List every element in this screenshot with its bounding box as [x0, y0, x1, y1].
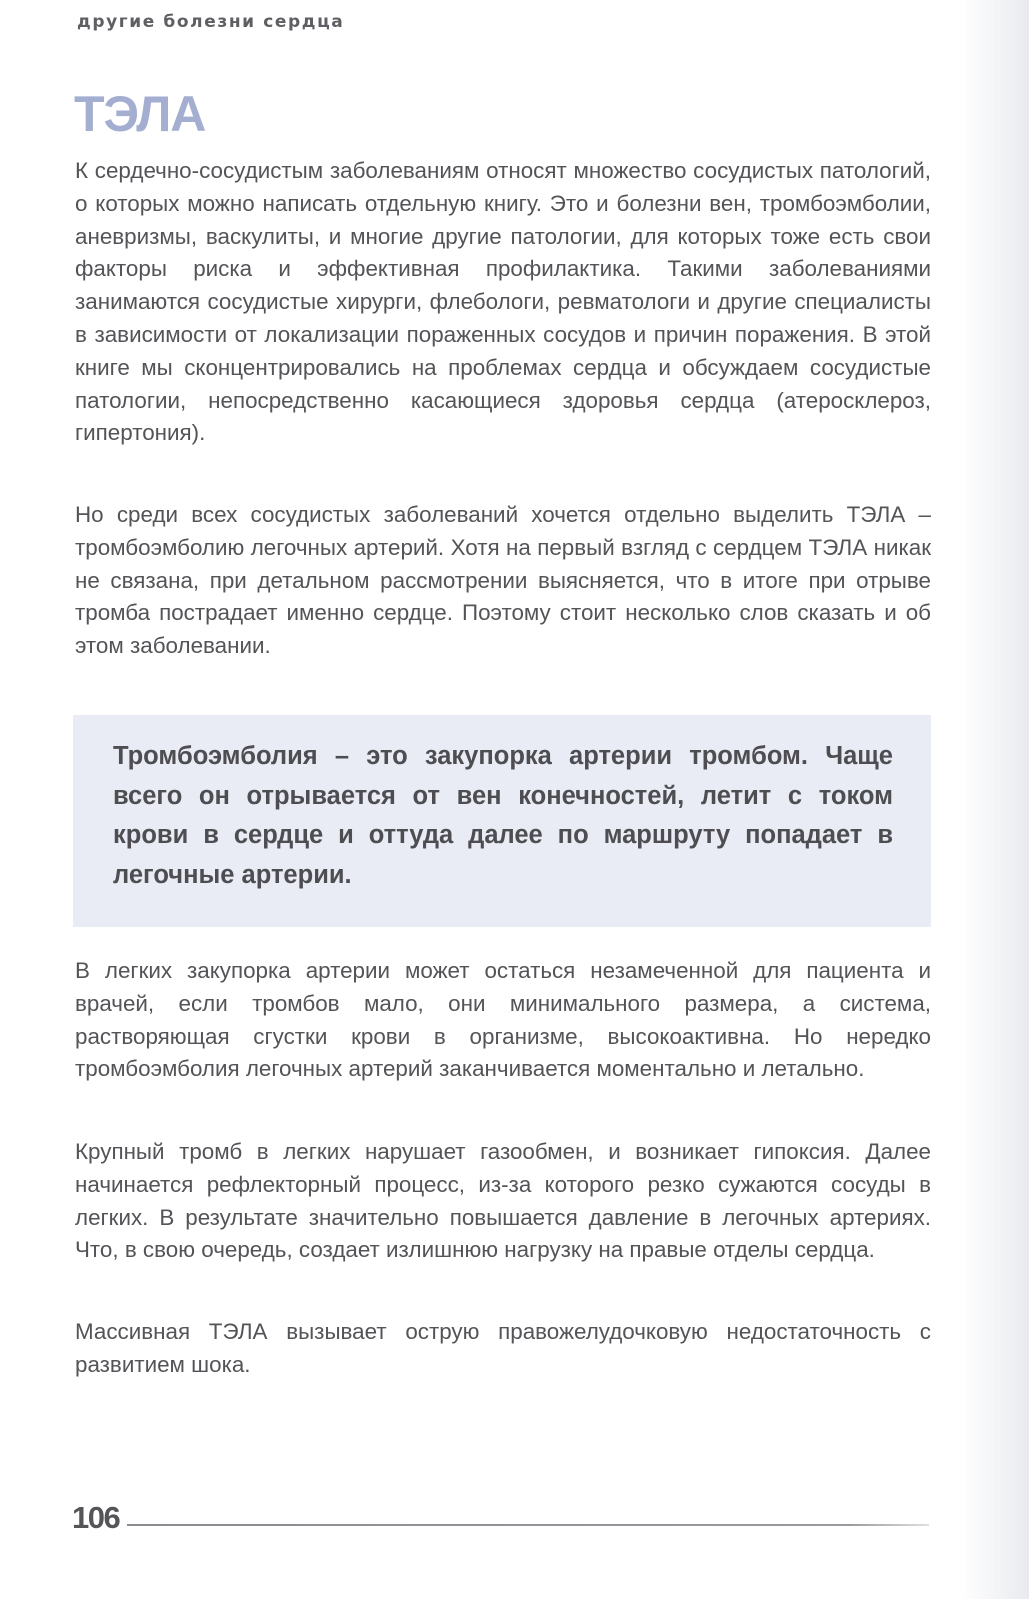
section-title: ТЭЛА	[74, 86, 206, 142]
callout-box	[73, 715, 931, 927]
page-edge-shadow	[959, 0, 1029, 1599]
page-number: 106	[72, 1500, 120, 1535]
running-head: другие болезни сердца	[77, 12, 345, 32]
paragraph-2: Но среди всех сосудистых заболеваний хочется отдельно выделить ТЭЛА – тромбоэмболию легочных артерий. Хотя на первый взгляд с сердцем ТЭЛА никак не связана, при детальном рассмотрении выясняется, что в итоге при отрыве тромба пострадает именно сердце. Поэтому стоит несколько слов сказать и об этом заболевании.	[75, 502, 931, 659]
paragraph-4: Крупный тромб в легких нарушает газообмен, и возникает гипоксия. Далее начинается рефлекторный процесс, из-за которого резко сужаются сосуды в легких. В результате значительно повышается давление в легочных артериях. Что, в свою очередь, создает излишнюю нагрузку на правые отделы сердца.	[75, 1139, 931, 1263]
paragraph-3: В легких закупорка артерии может остаться незамеченной для пациента и врачей, если тромбов мало, они минимального размера, а система, растворяющая сгустки крови в организме, высокоактивна. Но нередко тромбоэмболия легочных артерий заканчивается моментально и летально.	[75, 958, 931, 1082]
paragraph-5: Массивная ТЭЛА вызывает острую правожелудочковую недостаточность с развитием шока.	[75, 1319, 931, 1377]
paragraph-1: К сердечно-сосудистым заболеваниям относят множество сосудистых патологий, о которых можно написать отдельную книгу. Это и болезни вен, тромбоэмболии, аневризмы, васкулиты, и многие другие патологии, для которых тоже есть свои факторы риска и эффективная профилактика. Такими заболеваниями занимаются сосудистые хирурги, флебологи, ревматологи и другие специалисты в зависимости от локализации пораженных сосудов и причин поражения. В этой книге мы сконцентрировались на проблемах сердца и обсуждаем сосудистые патологии, непосредственно касающиеся здоровья сердца (атеросклероз, гипертония).	[75, 158, 931, 446]
footer-rule	[127, 1524, 929, 1526]
callout-text: Тромбоэмболия – это закупорка артерии тромбом. Чаще всего он отрывается от вен конечностей, летит с током крови в сердце и оттуда далее по маршруту попадает в легочные артерии.	[113, 742, 893, 889]
